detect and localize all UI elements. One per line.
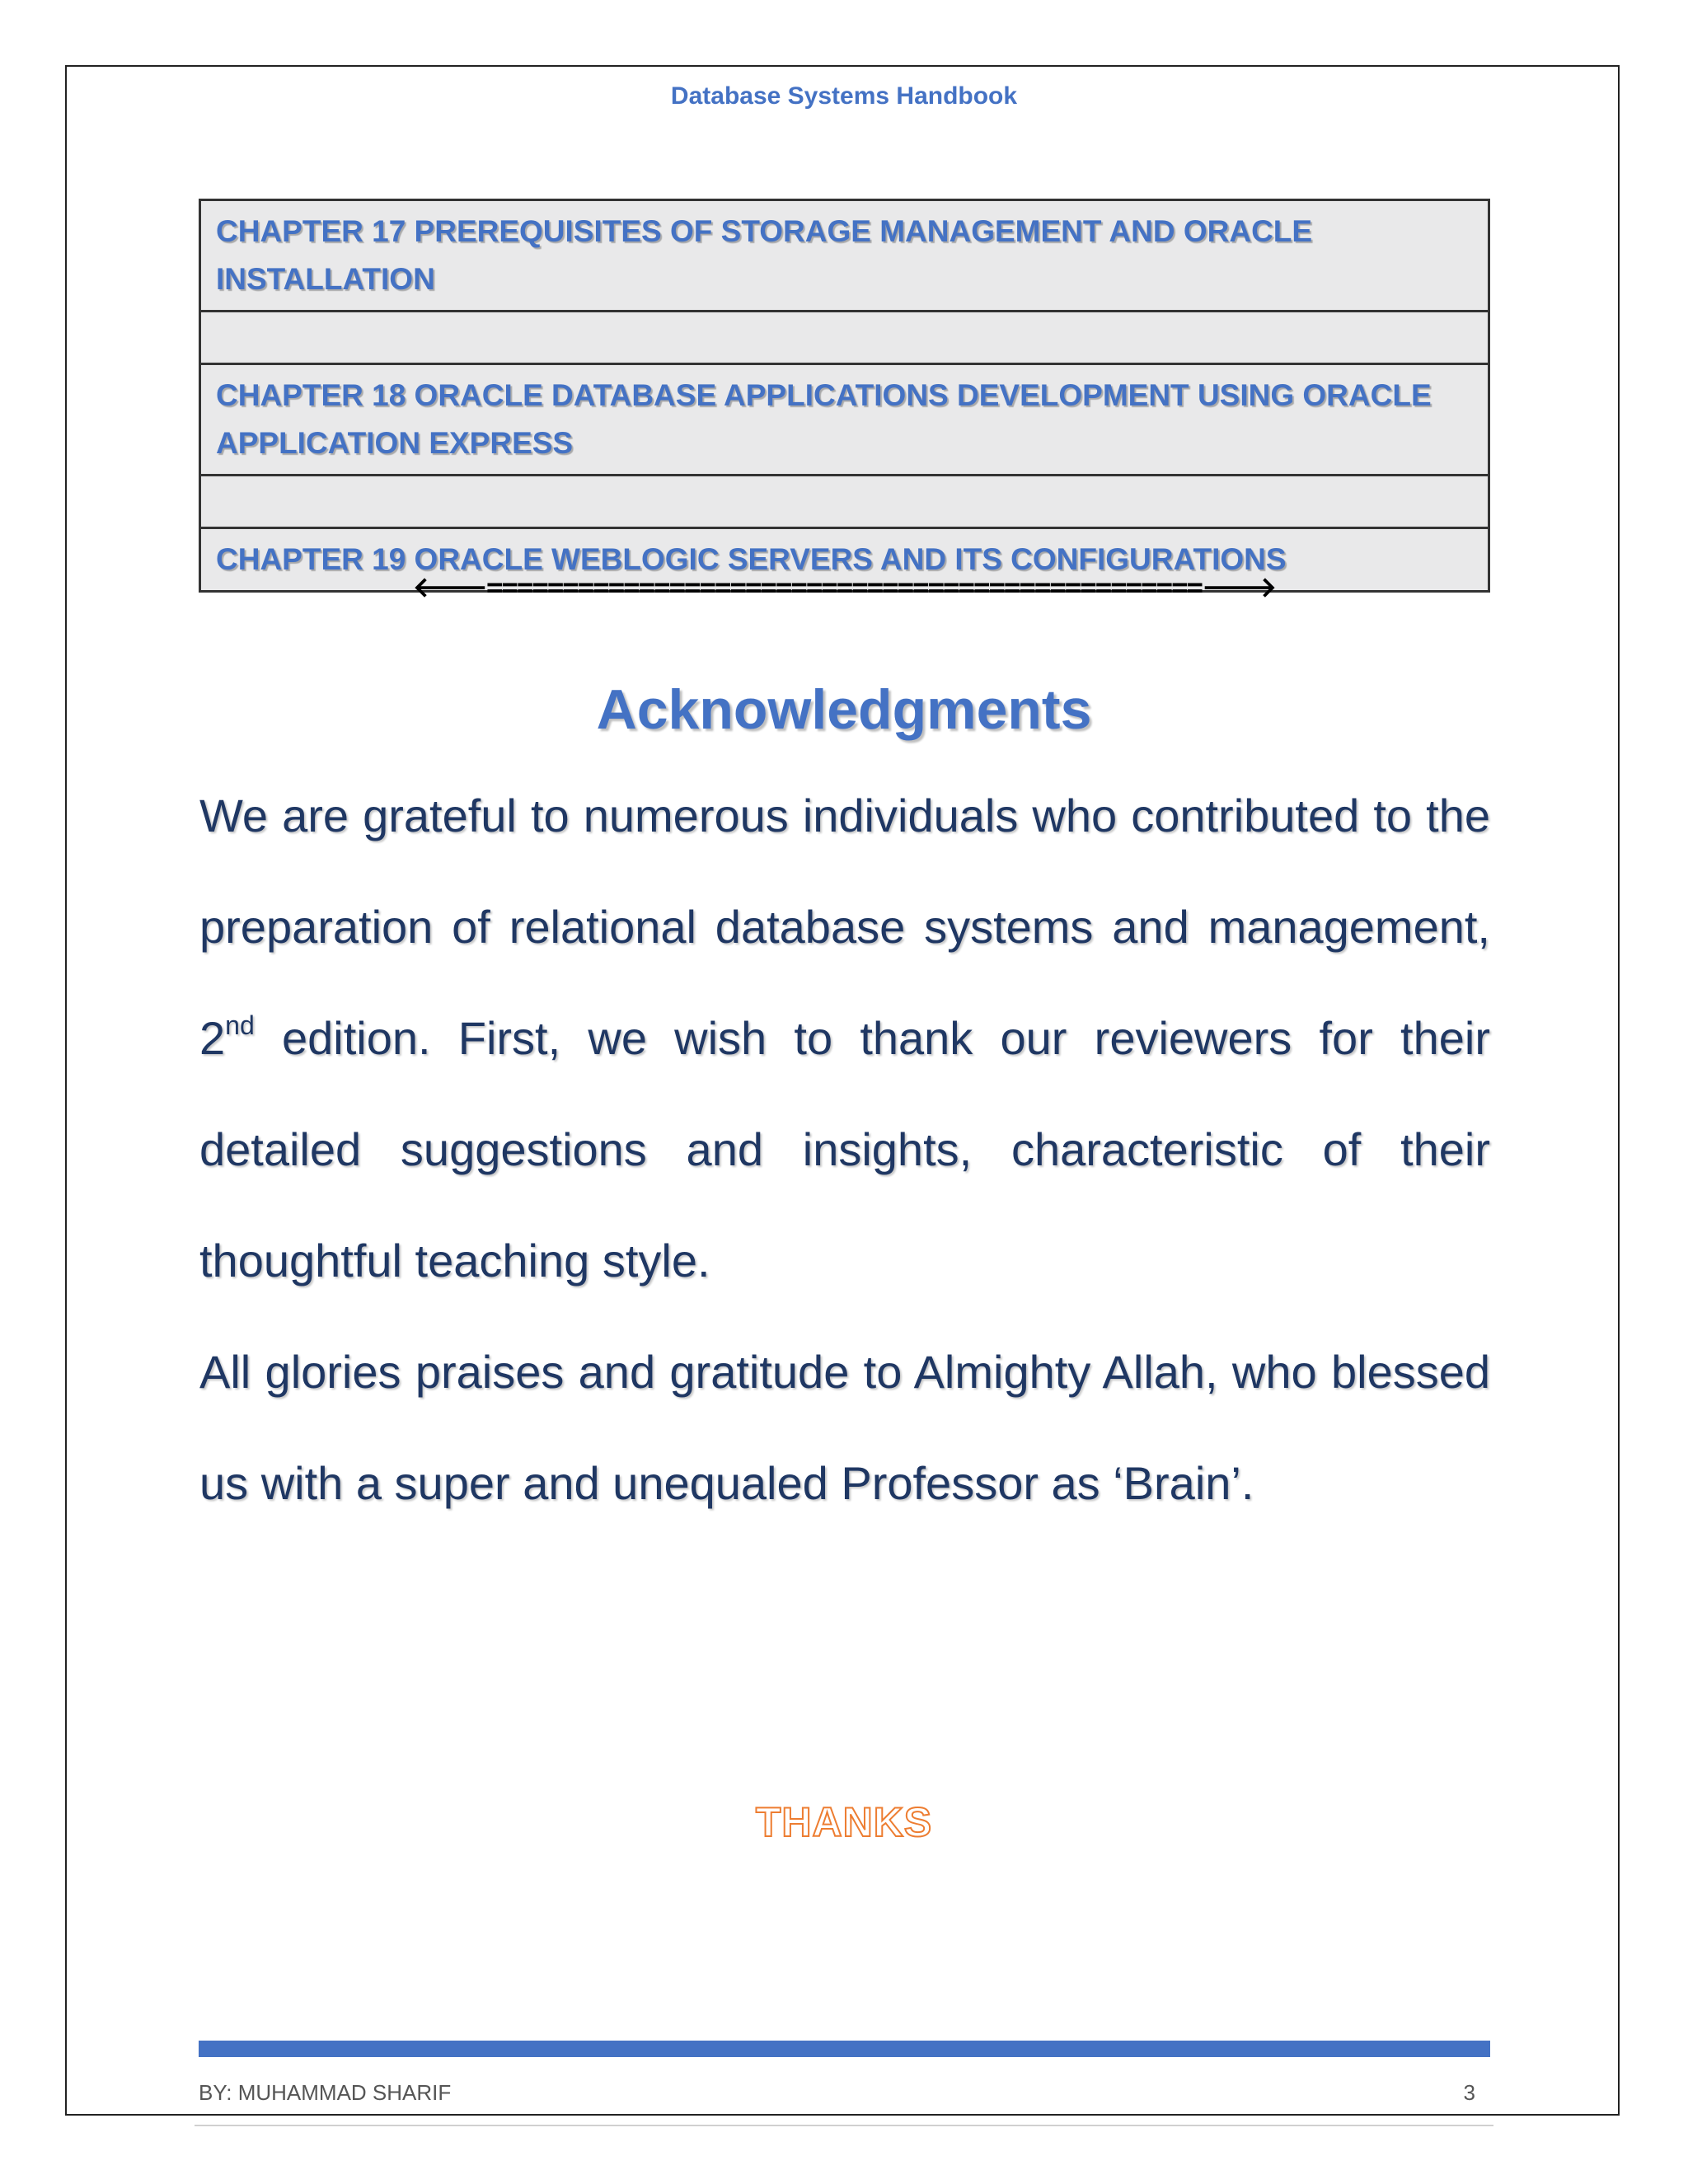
- arrow-divider: [0, 570, 1688, 604]
- footer-page-number: 3: [1463, 2080, 1475, 2105]
- toc-row-empty: [201, 312, 1488, 365]
- toc-row-empty: [201, 476, 1488, 529]
- chapter-table: [199, 199, 1490, 593]
- paragraph-text: We are grateful to numerous individuals who contributed to the preparation of relational database systems and management, 2: [199, 790, 1490, 1064]
- ordinal-superscript: nd: [225, 1010, 255, 1040]
- divider-line: ===============================================: [485, 571, 1203, 604]
- bottom-divider: [195, 2125, 1493, 2126]
- acknowledgments-paragraph-1: [199, 760, 1490, 1316]
- thanks-wordart: THANKS: [755, 1799, 933, 1845]
- acknowledgments-paragraph-2: All glories praises and gratitude to Almighty Allah, who blessed us with a super and unequaled Professor as ‘Brain’.: [199, 1346, 1490, 1509]
- paragraph-text: edition. First, we wish to thank our reviewers for their detailed suggestions and insights, characteristic of their thoughtful teaching style.: [199, 1012, 1490, 1286]
- left-arrow-icon: 🡐: [412, 571, 486, 604]
- footer-rule: [199, 2041, 1490, 2057]
- footer-author: BY: MUHAMMAD SHARIF: [199, 2080, 452, 2105]
- running-header: Database Systems Handbook: [670, 82, 1018, 110]
- acknowledgments-body: [199, 760, 1490, 1539]
- right-arrow-icon: 🡒: [1202, 571, 1276, 604]
- toc-row-chapter-17: CHAPTER 17 PREREQUISITES OF STORAGE MANAGEMENT AND ORACLE INSTALLATION: [201, 201, 1488, 312]
- toc-row-chapter-18: CHAPTER 18 ORACLE DATABASE APPLICATIONS DEVELOPMENT USING ORACLE APPLICATION EXPRESS: [201, 365, 1488, 476]
- acknowledgments-heading: Acknowledgments: [596, 678, 1092, 741]
- toc-row-chapter-19: CHAPTER 19 ORACLE WEBLOGIC SERVERS AND ITS CONFIGURATIONS: [216, 542, 1287, 576]
